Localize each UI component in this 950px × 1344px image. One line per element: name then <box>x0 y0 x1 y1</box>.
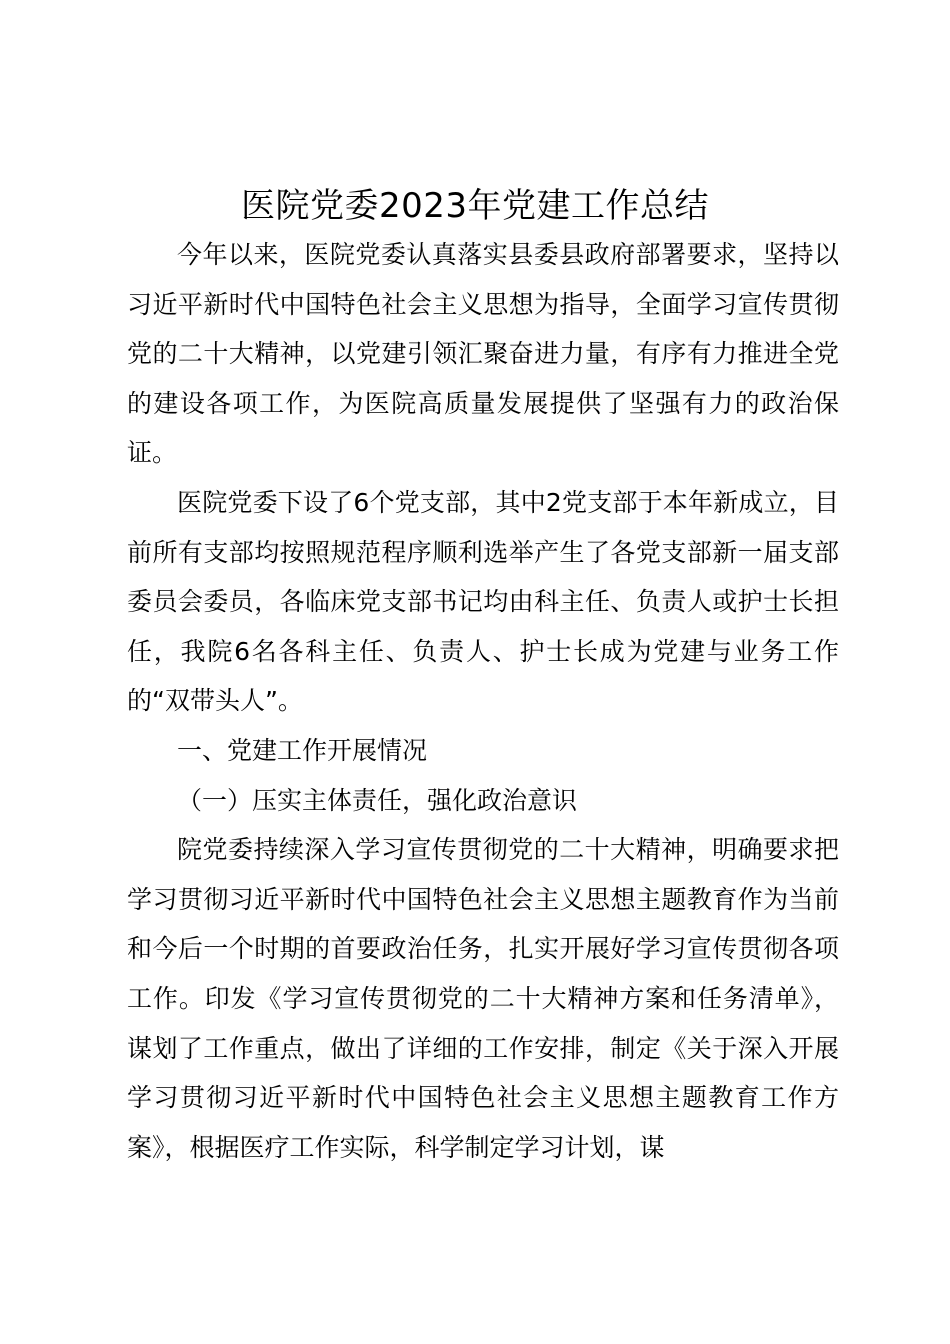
paragraph-branches: 医院党委下设了6个党支部，其中2党支部于本年新成立，目前所有支部均按照规范程序顺利选举产生了各党支部新一届支部委员会委员，各临床党支部书记均由科主任、负责人或护士长担任，我院6名各科主任、负责人、护士长成为党建与业务工作的“双带头人”。 <box>127 487 839 716</box>
subsection-heading: （一）压实主体责任，强化政治意识 <box>177 785 578 815</box>
document-title: 医院党委2023年党建工作总结 <box>240 186 710 226</box>
paragraph-intro: 今年以来，医院党委认真落实县委县政府部署要求，坚持以习近平新时代中国特色社会主义思想为指导，全面学习宣传贯彻党的二十大精神，以党建引领汇聚奋进力量，有序有力推进全党的建设各项工作，为医院高质量发展提供了坚强有力的政治保证。 <box>127 240 839 468</box>
section-heading: 一、党建工作开展情况 <box>177 735 428 765</box>
document-body <box>127 230 839 1172</box>
paragraph-study: 院党委持续深入学习宣传贯彻党的二十大精神，明确要求把学习贯彻习近平新时代中国特色社会主义思想主题教育作为当前和今后一个时期的首要政治任务，扎实开展好学习宣传贯彻各项工作。印发《学习宣传贯彻党的二十大精神方案和任务清单》，谋划了工作重点，做出了详细的工作安排，制定《关于深入开展学习贯彻习近平新时代中国特色社会主义思想主题教育工作方案》，根据医疗工作实际，科学制定学习计划，谋 <box>127 835 839 1162</box>
